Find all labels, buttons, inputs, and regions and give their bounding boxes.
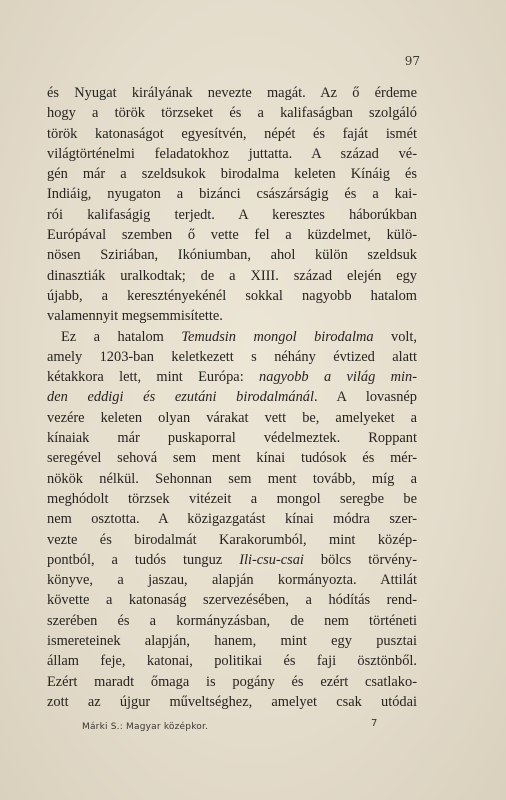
text-line: ismereteinek alapján, hanem, mint egy pusztai	[47, 633, 417, 650]
text-line: den eddigi és ezutáni birodalmánál. A lovasnép	[47, 389, 417, 406]
text-line: gén már a szeldsukok birodalma keleten Kínáig és	[47, 166, 417, 183]
text-line: állam feje, katonai, politikai és faji ösztönből.	[47, 653, 417, 670]
text-line: kínaiak már puskaporral védelmeztek. Roppant	[47, 430, 417, 447]
body-text	[47, 83, 417, 712]
text-line: rói kalifaságig terjedt. A keresztes háborúkban	[47, 206, 417, 223]
text-line: Ezért maradt őmaga is pogány és ezért csatlako-	[47, 673, 417, 690]
text-line: világtörténelmi feladatokhoz juttatta. A század vé-	[47, 145, 417, 162]
text-line: hogy a török törzseket és a kalifaságban szolgáló	[47, 105, 417, 122]
page-number: 97	[404, 54, 420, 68]
text-line: szerében és a kormányzásban, de nem történeti	[47, 612, 417, 629]
text-line: nem osztotta. A közigazgatást kínai módra szer-	[47, 511, 417, 528]
text-line: nösen Sziriában, Ikóniumban, ahol külön szeldsuk	[47, 247, 417, 264]
text-line: zott az újgur műveltséghez, amelyet csak utódai	[47, 693, 417, 710]
text-line: Ez a hatalom Temudsin mongol birodalma volt,	[61, 328, 418, 345]
text-line: Európával szemben ő vette fel a küzdelmet, külö-	[47, 227, 417, 244]
text-line: amely 1203-ban keletkezett s néhány évtized alatt	[47, 348, 417, 365]
text-line: könyve, a jaszau, alapján kormányozta. Attilát	[47, 572, 417, 589]
printer-signature: 7	[371, 718, 378, 729]
text-line: és Nyugat királyának nevezte magát. Az ő érdeme	[47, 85, 417, 101]
text-line: követte a katonaság szervezésében, a hódítás rend-	[47, 592, 417, 609]
text-line: vezte és birodalmát Karakorumból, mint közép-	[47, 531, 417, 548]
text-line: meghódolt törzsek vitézeit a mongol seregbe be	[47, 490, 417, 507]
text-line: valamennyit megsemmisítette.	[47, 308, 223, 325]
text-line: nökök nélkül. Sehonnan sem ment tovább, míg a	[47, 470, 417, 487]
text-line: kétakkora lett, mint Európa: nagyobb a világ min-	[47, 369, 417, 386]
text-line: seregével sehová sem ment kínai tudósok és mér-	[47, 450, 417, 467]
text-line: újabb, a keresztényekénél sokkal nagyobb hatalom	[47, 287, 417, 304]
text-line: pontból, a tudós tunguz Ili-csu-csai bölcs törvény-	[47, 551, 417, 568]
footer-title: Márki S.: Magyar középkor.	[82, 722, 209, 732]
text-line: vezére keleten olyan várakat vett be, amelyeket a	[47, 409, 417, 426]
text-line: török katonaságot egyesítvén, népét és faját ismét	[47, 125, 417, 142]
text-line: dinasztiák uralkodtak; de a XIII. század elején egy	[47, 267, 417, 284]
text-line: Indiáig, nyugaton a bizánci császárságig és a kai-	[47, 186, 417, 203]
